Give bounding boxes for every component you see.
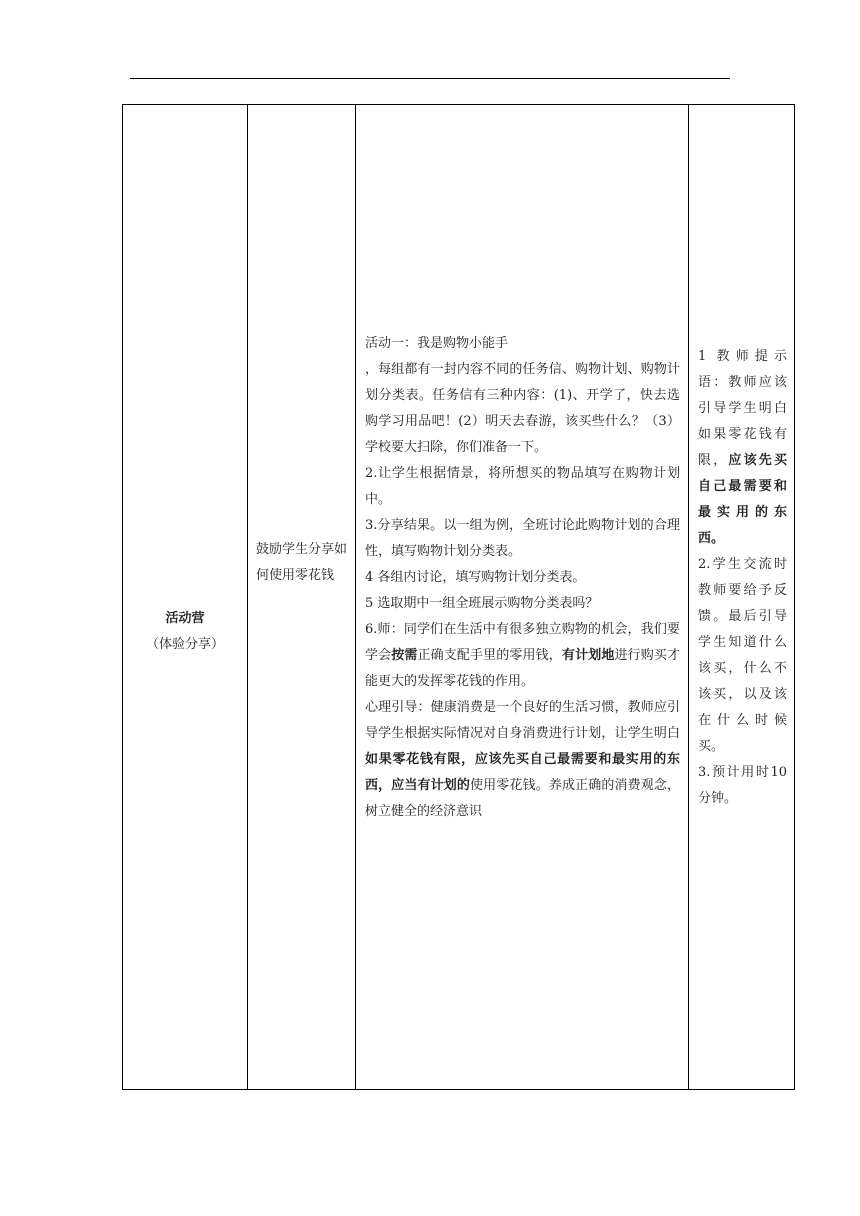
step-6-text: 6.师：同学们在生活中有很多独立购物的机会，我们要学会 [365,622,680,663]
header-rule [130,78,730,79]
process-cell [356,105,689,1090]
step-5: 5 选取期中一组全班展示购物分类表吗？ [365,596,599,611]
note-3: 3.预计用时10分钟。 [698,765,787,806]
goal-cell [248,105,356,1090]
psych-text: 心理引导：健康消费是一个良好的生活习惯，教师应引导学生根据实际情况对自身消费进行计划，让学生明白 [365,700,680,741]
activity-intro: ，每组都有一封内容不同的任务信、购物计划、购物计划分类表。任务信有三种内容：(1)、开学了，快去选购学习用品吧！(2）明天去春游，该买些什么？（3）学校要大扫除，你们准备一下。 [365,362,680,455]
psych-bold: 如果零花钱有限，应该先买自己最需要和最实用的东西，应当有计划的 [365,752,680,793]
goal-text: 鼓励学生分享如何使用零花钱 [256,542,348,583]
step-6-bold-1: 按需 [391,648,418,663]
step-4: 4 各组内讨论，填写购物计划分类表。 [365,570,586,585]
stage-subtitle: （体验分享） [145,637,224,652]
notes-cell [689,105,795,1090]
step-6-bold-2: 有计划地 [561,648,615,663]
activity-title: 活动一：我是购物小能手 [365,336,509,351]
stage-cell [123,105,248,1090]
step-6 [365,617,680,695]
step-3: 3.分享结果。以一组为例，全班讨论此购物计划的合理性，填写购物计划分类表。 [365,518,680,559]
table-row [123,105,795,1090]
psych-text-2: 使用零花钱。养成正确的消费观念，树立健全的经济意识 [365,778,680,819]
note-1-bold: 应该先买自己最需要和最实用的东西。 [698,453,787,546]
note-1 [698,344,787,552]
step-6-text-3: 进行购买才能更大的发挥零花钱的作用。 [365,648,680,689]
step-2: 2.让学生根据情景，将所想买的物品填写在购物计划中。 [365,466,680,507]
psych-guidance [365,695,680,825]
step-6-text-2: 正确支配手里的零用钱， [417,648,562,663]
lesson-plan-table [122,104,795,1090]
note-2: 2.学生交流时教师要给予反馈。最后引导学生知道什么该买，什么不该买，以及该在什么时候买。 [698,557,787,754]
note-1-text: 1 教师提示语：教师应该引导学生明白如果零花钱有限， [698,349,787,468]
stage-title: 活动营 [165,611,205,626]
